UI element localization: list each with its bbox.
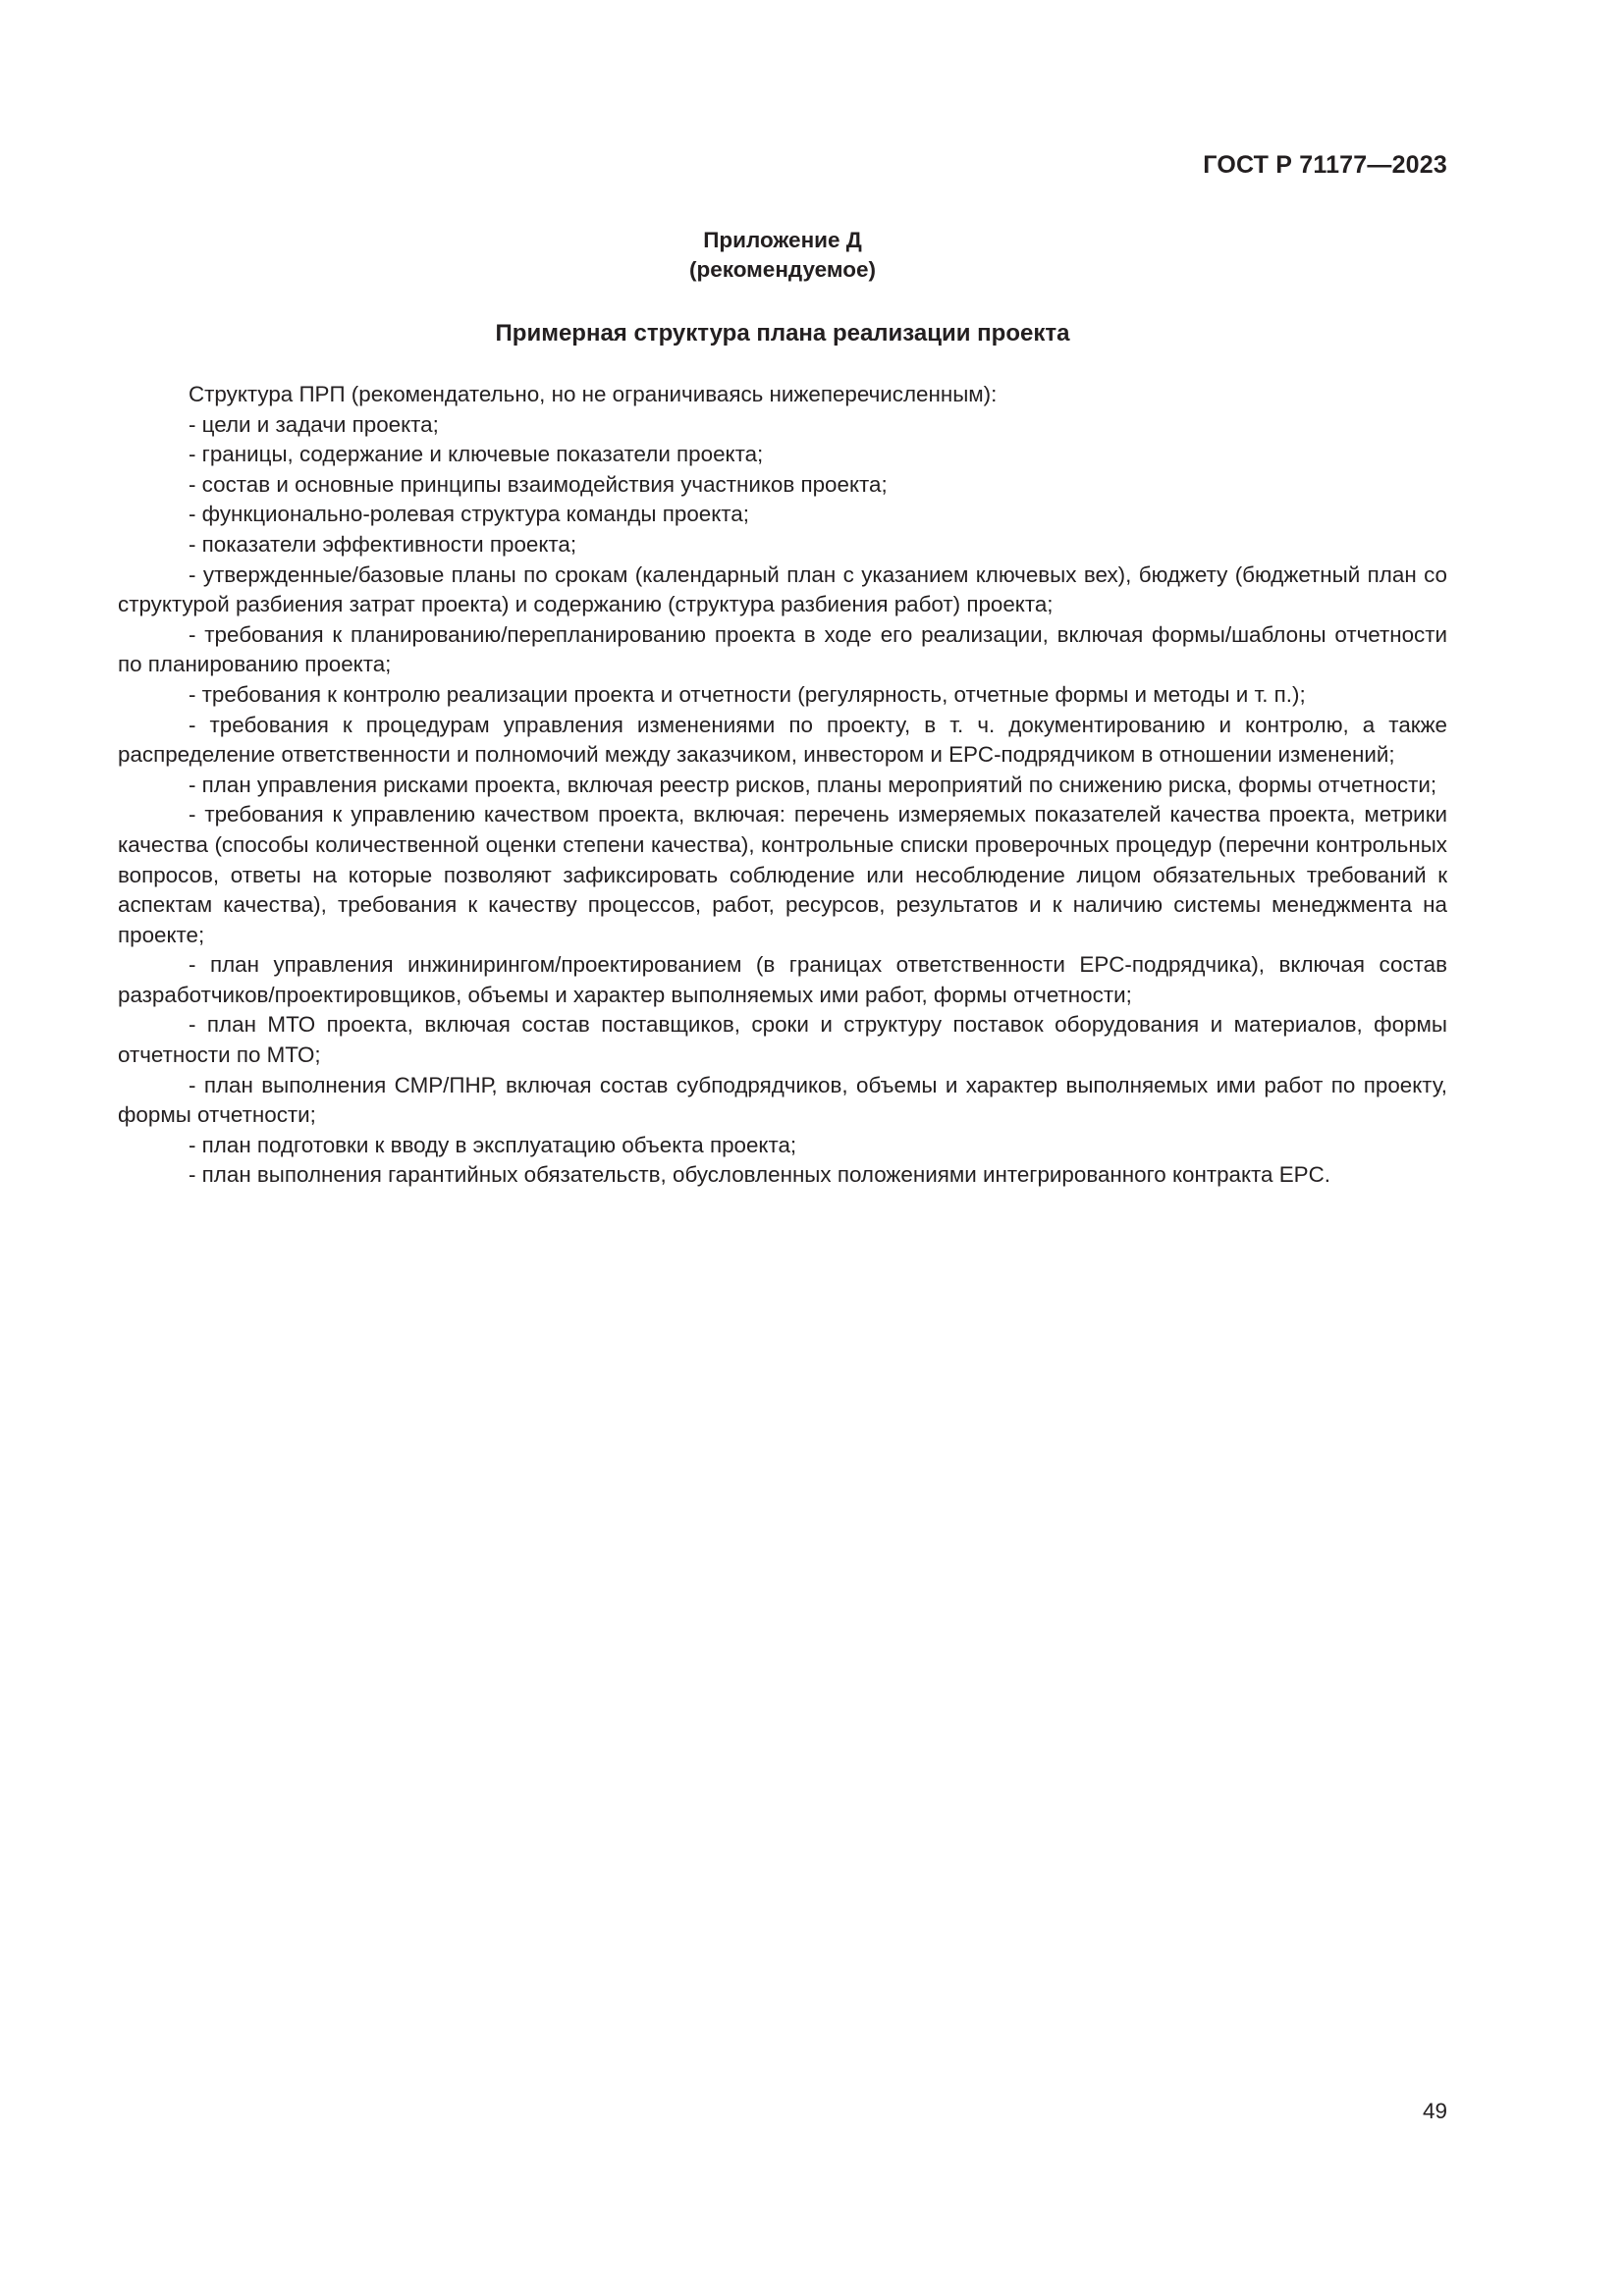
list-item: - границы, содержание и ключевые показатели проекта; [189, 442, 764, 467]
list-item: - цели и задачи проекта; [189, 411, 439, 437]
list-item: - план подготовки к вводу в эксплуатацию объекта проекта; [189, 1132, 797, 1157]
document-body [118, 380, 1447, 1191]
appendix-title: Приложение Д [703, 228, 862, 252]
list-item: - план управления инжинирингом/проектированием (в границах ответственности EPC-подрядчика), включая состав разработчиков/проектировщиков, объемы и характер выполняемых ими работ, формы отчетности; [118, 952, 1447, 1007]
list-item: - состав и основные принципы взаимодействия участников проекта; [189, 471, 888, 497]
list-item: - план управления рисками проекта, включая реестр рисков, планы мероприятий по снижению риска, формы отчетности; [189, 772, 1437, 797]
list-item: - утвержденные/базовые планы по срокам (календарный план с указанием ключевых вех), бюджету (бюджетный план со структурой разбиения затрат проекта) и содержанию (структура разбиения работ) проекта; [118, 561, 1447, 617]
document-code: ГОСТ Р 71177—2023 [1203, 151, 1447, 179]
appendix-heading [118, 226, 1447, 285]
list-item: - показатели эффективности проекта; [189, 531, 577, 557]
list-item: - функционально-ролевая структура команды проекта; [189, 502, 749, 527]
list-item: - план МТО проекта, включая состав поставщиков, сроки и структуру поставок оборудования и материалов, формы отчетности по МТО; [118, 1012, 1447, 1068]
list-item: - план выполнения СМР/ПНР, включая состав субподрядчиков, объемы и характер выполняемых ими работ по проекту, формы отчетности; [118, 1072, 1447, 1128]
list-item: - требования к планированию/перепланированию проекта в ходе его реализации, включая формы/шаблоны отчетности по планированию проекта; [118, 621, 1447, 677]
list-item: - требования к контролю реализации проекта и отчетности (регулярность, отчетные формы и методы и т. п.); [189, 681, 1306, 707]
intro-paragraph: Структура ПРП (рекомендательно, но не ограничиваясь нижеперечисленным): [189, 382, 998, 406]
page-number: 49 [1422, 2099, 1447, 2123]
appendix-subtitle: (рекомендуемое) [689, 257, 876, 282]
list-item: - план выполнения гарантийных обязательств, обусловленных положениями интегрированного контракта EPC. [189, 1162, 1330, 1188]
list-item: - требования к процедурам управления изменениями по проекту, в т. ч. документированию и контролю, а также распределение ответственности и полномочий между заказчиком, инвестором и EPC-подрядчиком в отношении изменений; [118, 712, 1447, 768]
section-title: Примерная структура плана реализации проекта [495, 320, 1070, 347]
list-item: - требования к управлению качеством проекта, включая: перечень измеряемых показателей качества проекта, метрики качества (способы количественной оценки степени качества), контрольные списки проверочных процедур (перечни контрольных вопросов, ответы на которые позволяют зафиксировать соблюдение или несоблюдение лицом обязательных требований к аспектам качества), требования к качеству процессов, работ, ресурсов, результатов и к наличию системы менеджмента на проекте; [118, 802, 1447, 947]
